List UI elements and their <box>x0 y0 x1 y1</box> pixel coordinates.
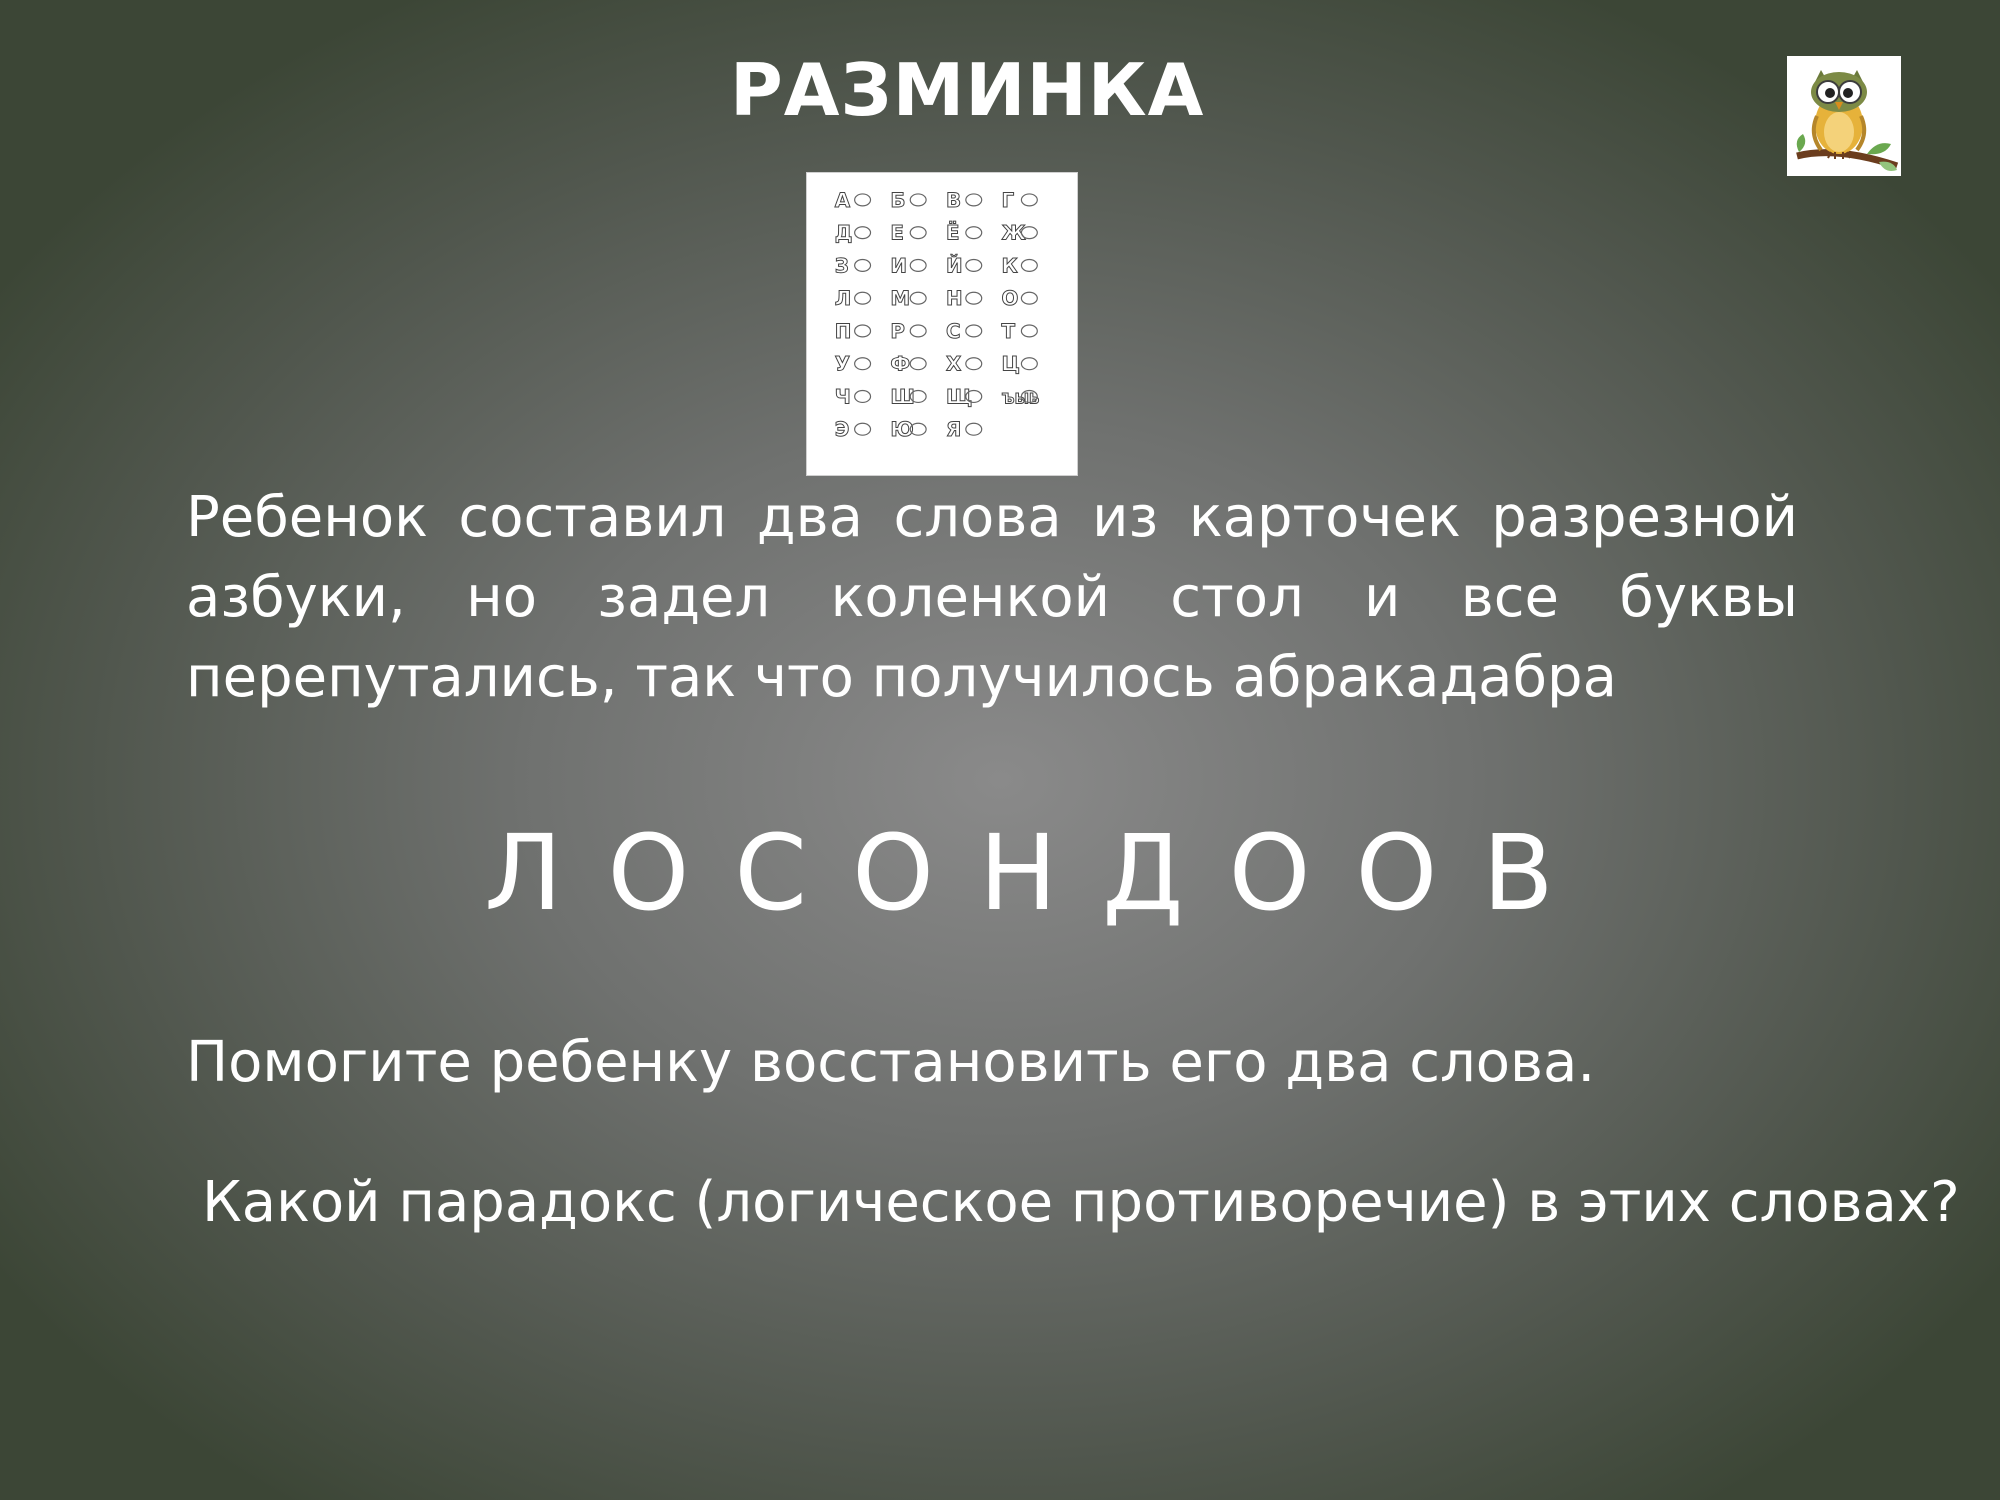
alphabet-doodle <box>910 227 926 239</box>
alphabet-letter: Ю <box>890 418 914 442</box>
alphabet-doodle <box>855 292 871 304</box>
alphabet-doodle <box>966 227 982 239</box>
intro-paragraph <box>186 478 1798 718</box>
alphabet-letter: Е <box>890 221 904 245</box>
alphabet-letter: И <box>890 254 907 278</box>
alphabet-letter: Т <box>1001 319 1016 343</box>
alphabet-doodle <box>1021 194 1037 206</box>
alphabet-doodle <box>910 325 926 337</box>
alphabet-letter: А <box>834 188 851 212</box>
paragraph-line-2: азбуки, но задел коленкой стол и все буквы <box>186 565 1798 630</box>
alphabet-doodle <box>966 292 982 304</box>
alphabet-letter: Р <box>890 319 905 343</box>
alphabet-doodle <box>910 259 926 271</box>
alphabet-letter: Я <box>945 418 962 442</box>
alphabet-doodle <box>966 358 982 370</box>
alphabet-letter: Ё <box>945 221 960 245</box>
alphabet-doodle <box>1021 259 1037 271</box>
alphabet-letter: Щ <box>945 385 973 409</box>
alphabet-doodle <box>966 259 982 271</box>
alphabet-doodle <box>910 358 926 370</box>
alphabet-letter: Г <box>1001 188 1015 212</box>
alphabet-letter: О <box>1001 287 1019 311</box>
paragraph-line-1: Ребенок составил два слова из карточек разрезной <box>186 485 1798 550</box>
paragraph-line-3: перепутались, так что получилось абракадабра <box>186 645 1617 710</box>
alphabet-letter: М <box>890 287 911 311</box>
alphabet-card-image <box>806 172 1078 476</box>
question-text: Какой парадокс (логическое противоречие) в этих словах? <box>202 1170 1960 1235</box>
alphabet-letter: У <box>834 352 851 376</box>
alphabet-doodle <box>1021 325 1037 337</box>
alphabet-letter: Ж <box>1001 221 1026 245</box>
alphabet-letter: Ш <box>890 385 915 409</box>
alphabet-letter: Н <box>945 287 963 311</box>
slide-title: РАЗМИНКА <box>730 48 1205 132</box>
alphabet-letter: Л <box>834 287 852 311</box>
scrambled-letters: Л О С О Н Д О О В <box>484 812 1558 934</box>
alphabet-letter: Ф <box>890 352 911 376</box>
alphabet-doodle <box>966 325 982 337</box>
alphabet-doodle <box>966 423 982 435</box>
alphabet-letter: Э <box>834 418 850 442</box>
alphabet-doodle <box>855 325 871 337</box>
alphabet-doodle <box>1021 358 1037 370</box>
alphabet-doodle <box>855 227 871 239</box>
alphabet-doodle <box>855 423 871 435</box>
alphabet-doodle <box>855 194 871 206</box>
alphabet-letter: Ч <box>834 385 851 409</box>
alphabet-letter: В <box>945 188 962 212</box>
alphabet-doodle <box>855 358 871 370</box>
alphabet-doodle <box>966 194 982 206</box>
alphabet-letter: ЪЫЬ <box>1001 391 1040 408</box>
alphabet-letter: З <box>834 254 849 278</box>
alphabet-letter: Б <box>890 188 906 212</box>
alphabet-letter: Ц <box>1001 352 1020 376</box>
alphabet-letter: Х <box>945 352 962 376</box>
alphabet-doodle <box>1021 292 1037 304</box>
alphabet-doodle <box>855 391 871 403</box>
alphabet-letter: К <box>1001 254 1018 278</box>
owl-icon <box>1787 56 1901 176</box>
alphabet-doodle <box>855 259 871 271</box>
alphabet-doodle <box>910 292 926 304</box>
alphabet-letter: С <box>945 319 961 343</box>
alphabet-letter: Й <box>945 254 963 278</box>
alphabet-letter: П <box>834 319 852 343</box>
alphabet-doodle <box>910 194 926 206</box>
help-text: Помогите ребенку восстановить его два слова. <box>186 1030 1596 1095</box>
alphabet-letter: Д <box>834 221 853 245</box>
